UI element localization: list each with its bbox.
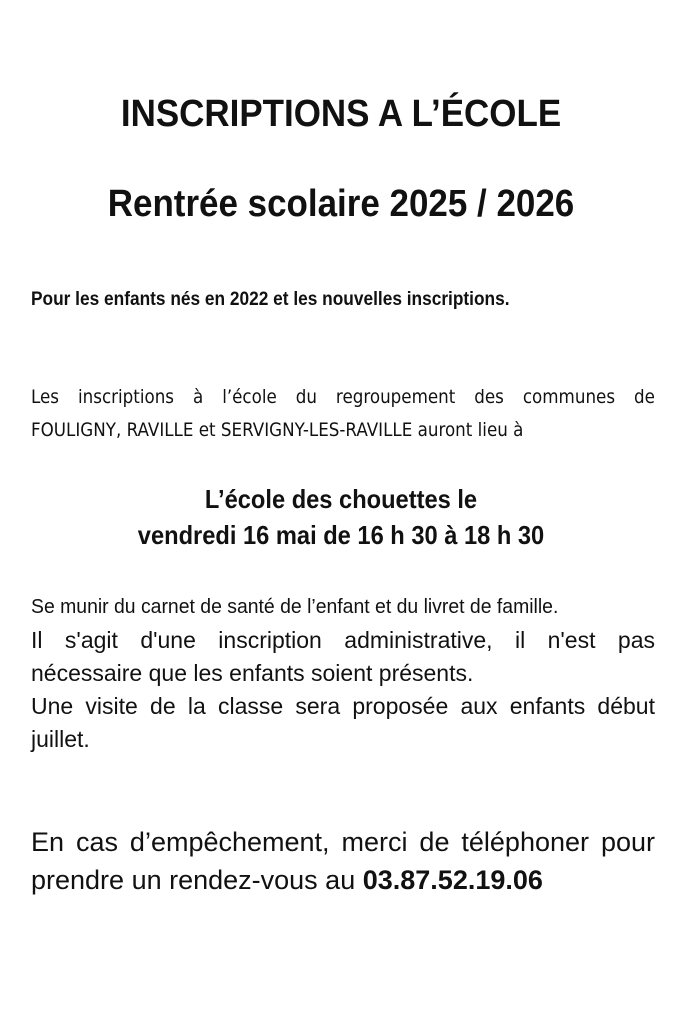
details-line-1: Se munir du carnet de santé de l’enfant et du livret de famille.: [31, 596, 559, 618]
contact-line-2: [31, 861, 655, 899]
page-title: INSCRIPTIONS A L’ÉCOLE: [120, 93, 562, 135]
communes-line-2: FOULIGNY, RAVILLE et SERVIGNY-LES-RAVILLE auront lieu à: [31, 419, 524, 441]
details-line-3: nécessaire que les enfants soient présents.: [31, 660, 474, 686]
contact-paragraph: [31, 823, 655, 899]
contact-line-2-text: prendre un rendez-vous au: [31, 865, 356, 895]
appointment-date: vendredi 16 mai de 16 h 30 à 18 h 30: [137, 520, 545, 550]
intro-text: Pour les enfants nés en 2022 et les nouvelles inscriptions.: [31, 289, 510, 310]
appointment-info: [0, 481, 682, 553]
details-paragraph: [31, 591, 655, 756]
details-line-5: juillet.: [31, 726, 90, 752]
communes-paragraph: [31, 381, 655, 447]
details-line-2: Il s'agit d'une inscription administrative, il n'est pas: [31, 627, 655, 653]
contact-line-1: En cas d’empêchement, merci de téléphoner pour: [31, 827, 655, 857]
phone-number: 03.87.52.19.06: [362, 865, 543, 895]
page-subtitle: Rentrée scolaire 2025 / 2026: [107, 183, 575, 225]
communes-line-1: Les inscriptions à l’école du regroupement des communes de: [31, 386, 655, 408]
appointment-place: L’école des chouettes le: [204, 484, 478, 514]
details-line-4: Une visite de la classe sera proposée aux enfants début: [31, 693, 655, 719]
